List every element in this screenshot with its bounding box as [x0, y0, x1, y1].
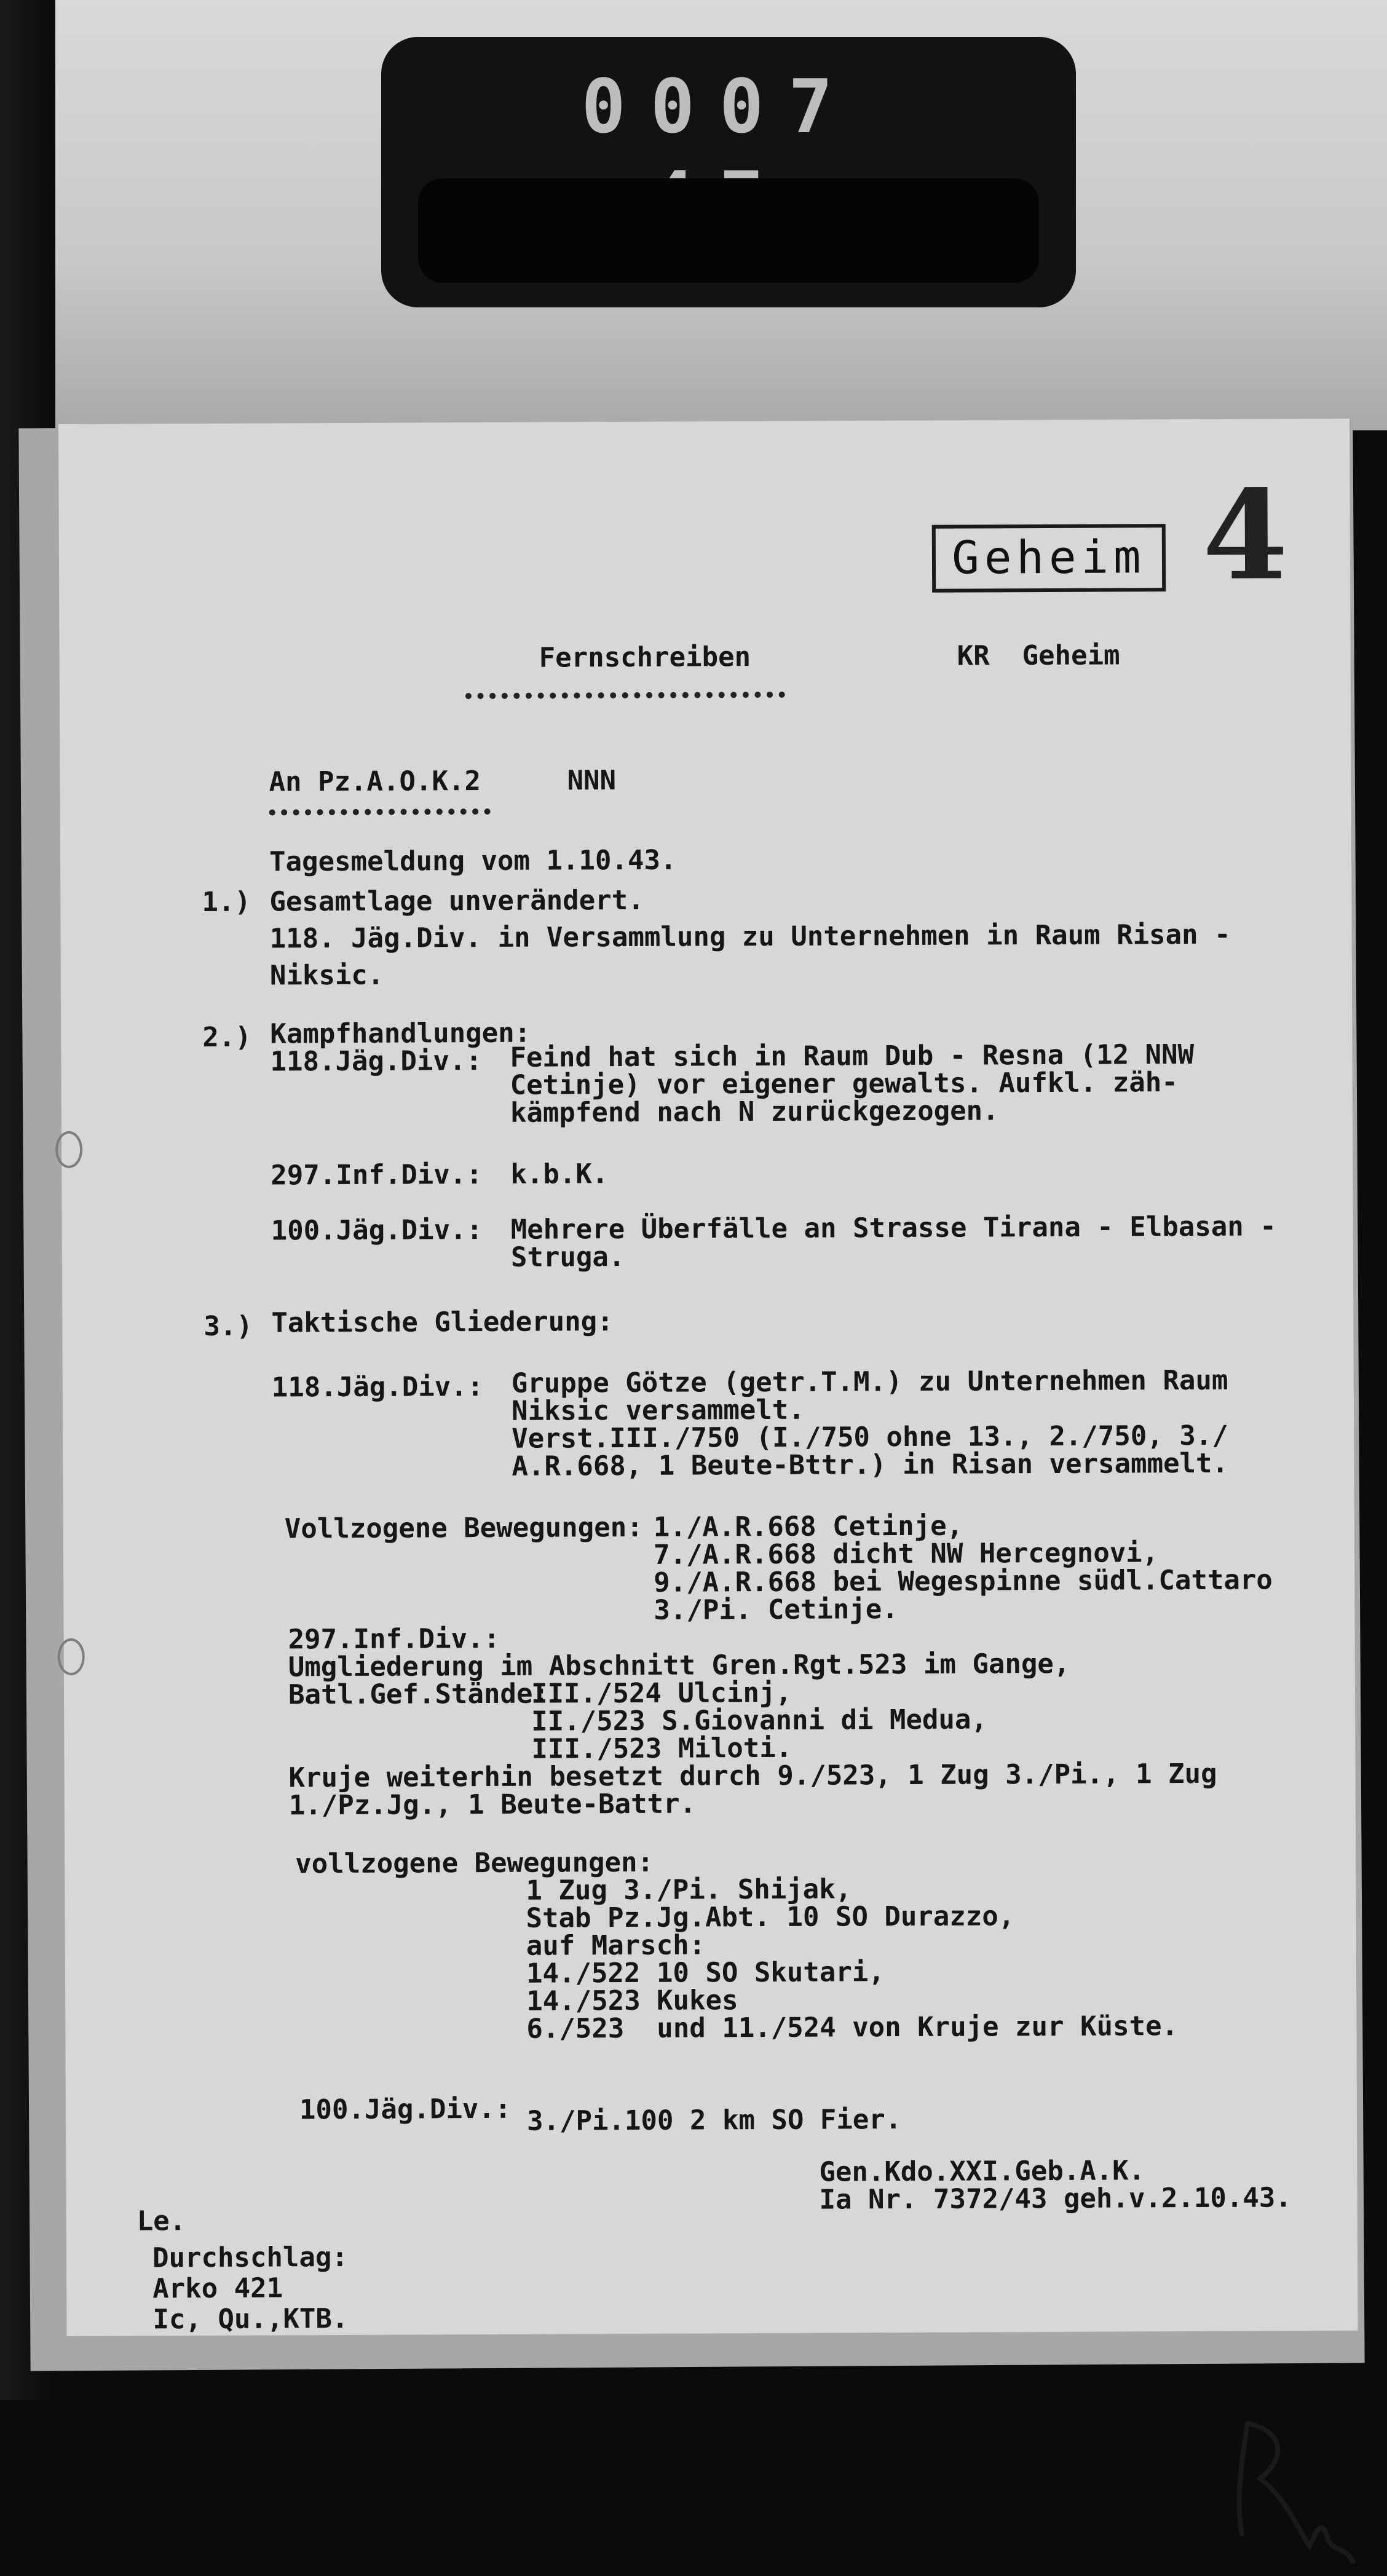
- initials: Le.: [136, 2205, 186, 2237]
- report-line: Mehrere Überfälle an Strasse Tirana - Elbasan -: [510, 1211, 1276, 1246]
- report-line: Cetinje) vor eigener gewalts. Aufkl. zäh-: [510, 1067, 1178, 1101]
- punch-hole-upper: [55, 1131, 82, 1168]
- section-3-heading: Taktische Gliederung:: [271, 1306, 614, 1339]
- geheim-stamp: Geheim: [932, 524, 1166, 593]
- frame-number: 0007: [581, 65, 858, 150]
- unit-label: 100.Jäg.Div.:: [271, 1214, 483, 1247]
- unit-label: 118.Jäg.Div.:: [270, 1045, 483, 1078]
- report-line: 1./Pz.Jg., 1 Beute-Battr.: [288, 1788, 697, 1822]
- movement-line: 1 Zug 3./Pi. Shijak,: [526, 1873, 852, 1906]
- moves-label: vollzogene Bewegungen:: [295, 1846, 654, 1880]
- report-line: Struga.: [510, 1241, 625, 1273]
- copy-recipient: Ic, Qu.,: [152, 2303, 283, 2336]
- report-line: kämpfend nach N zurückgezogen.: [510, 1095, 999, 1129]
- sender-line: Gen.Kdo.XXI.Geb.A.K.: [819, 2155, 1145, 2188]
- section-2-heading: Kampfhandlungen:: [270, 1017, 531, 1050]
- station-line: II./523 S.Giovanni di Medua,: [531, 1704, 988, 1737]
- movement-line: 14./522 10 SO Skutari,: [526, 1956, 885, 1989]
- document-page: [58, 419, 1358, 2336]
- punch-hole-lower: [58, 1638, 85, 1675]
- movement-line: 3./Pi. Cetinje.: [654, 1594, 898, 1626]
- report-line: Feind hat sich in Raum Dub - Resna (12 NNW: [510, 1038, 1195, 1073]
- section-2-number: 2.): [202, 1021, 251, 1053]
- movement-line: 1./A.R.668 Cetinje,: [653, 1510, 963, 1543]
- recipient-mark: NNN: [567, 765, 617, 797]
- movement-line: 6./523 und 11./524 von Kruje zur Küste.: [526, 2010, 1179, 2045]
- section-3-number: 3.): [204, 1310, 253, 1342]
- title-underline: [465, 692, 785, 699]
- movement-line: 14./523 Kukes: [526, 1985, 738, 2017]
- section-1-line: 118. Jäg.Div. in Versammlung zu Unternehmen in Raum Risan -: [269, 919, 1231, 955]
- unit-label: 297.Inf.Div.:: [271, 1159, 483, 1191]
- unit-label: 118.Jäg.Div.:: [271, 1370, 484, 1404]
- station-line: III./524 Ulcinj,: [531, 1677, 792, 1710]
- page-number: 4: [1202, 463, 1289, 608]
- section-1-number: 1.): [202, 886, 251, 918]
- section-1-line: Gesamtlage unverändert.: [269, 884, 644, 918]
- counter-housing: [418, 178, 1039, 283]
- movement-line: Stab Pz.Jg.Abt. 10 SO Durazzo,: [526, 1900, 1015, 1934]
- report-line: Kruje weiterhin besetzt durch 9./523, 1 Zug 3./Pi., 1 Zug: [288, 1758, 1217, 1794]
- unit-label: 297.Inf.Div.:: [288, 1622, 500, 1656]
- copy-label: Durchschlag:: [152, 2241, 349, 2274]
- doc-type: Fernschreiben: [539, 641, 751, 674]
- report-line: 3./Pi.100 2 km SO Fier.: [526, 2104, 902, 2137]
- film-frame-counter: [381, 37, 1076, 307]
- unit-label: 100.Jäg.Div.:: [299, 2093, 512, 2126]
- classification: KR Geheim: [957, 639, 1120, 672]
- report-line: Niksic versammelt.: [511, 1394, 805, 1427]
- report-title: Tagesmeldung vom 1.10.43.: [269, 844, 677, 878]
- station-line: III./523 Miloti.: [531, 1732, 792, 1765]
- handwritten-signature: [1223, 2411, 1359, 2571]
- report-line: Gruppe Götze (getr.T.M.) zu Unternehmen Raum: [511, 1364, 1228, 1399]
- ktb-stamp: KTB.: [283, 2302, 349, 2335]
- movement-line: 9./A.R.668 bei Wegespinne südl.Cattaro: [654, 1564, 1273, 1598]
- recipient-underline: [269, 808, 491, 816]
- report-line: A.R.668, 1 Beute-Bttr.) in Risan versammelt.: [512, 1447, 1229, 1482]
- sender-reference: Ia Nr. 7372/43 geh.v.2.10.43.: [819, 2182, 1292, 2216]
- movement-line: 7./A.R.668 dicht NW Hercegnovi,: [653, 1537, 1159, 1571]
- report-line: Umgliederung im Abschnitt Gren.Rgt.523 im Gange,: [288, 1648, 1070, 1683]
- stations-label: Batl.Gef.Stände:: [288, 1678, 549, 1711]
- moves-label: Vollzogene Bewegungen:: [284, 1511, 643, 1545]
- recipient: An Pz.A.O.K.2: [269, 765, 481, 798]
- copy-recipient: Arko 421: [152, 2272, 283, 2305]
- report-line: k.b.K.: [510, 1158, 609, 1190]
- movement-line: auf Marsch:: [526, 1929, 706, 1962]
- report-line: Verst.III./750 (I./750 ohne 13., 2./750, 3./: [512, 1420, 1228, 1455]
- section-1-line: Niksic.: [269, 959, 384, 992]
